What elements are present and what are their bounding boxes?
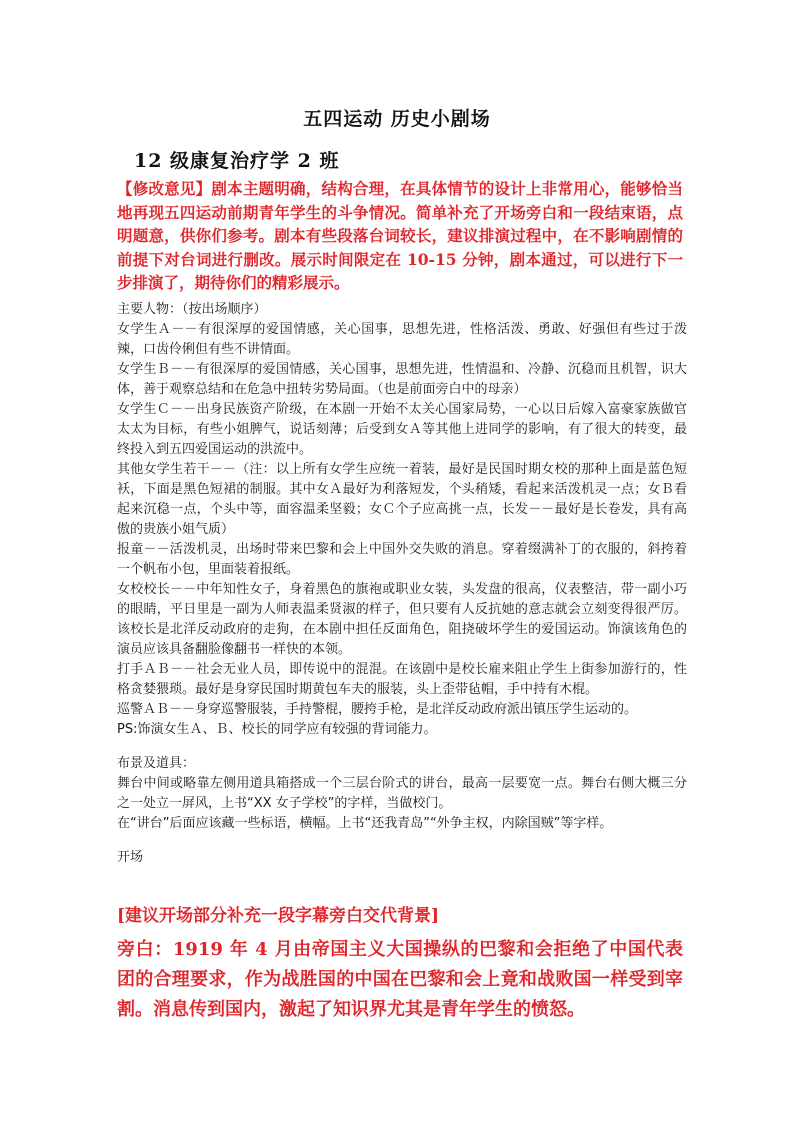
character-description: 巡警ＡＢ－－身穿巡警服装，手持警棍，腰挎手枪，是北洋反动政府派出镇压学生运动的。 [117,702,638,717]
character-description: 打手ＡＢ－－社会无业人员，即传说中的混混。在该剧中是校长雇来阻止学生上街参加游行的，性格贪婪猥琐。最好是身穿民国时期黄包车夫的服装，头上歪带毡帽，手中持有木棍。 [117,662,687,697]
character-description: 报童－－活泼机灵，出场时带来巴黎和会上中国外交失败的消息。穿着缀满补丁的衣服的，斜挎着一个帆布小包，里面装着报纸。 [117,542,687,577]
class-heading: 12 级康复治疗学 2 班 [134,150,340,172]
paragraph-gap [117,834,687,848]
setting-description: 在“讲台”后面应该藏一些标语，横幅。上书“还我青岛”“外争主权，内除国贼”等字样。 [117,816,613,831]
setting-heading: 布景及道具： [117,756,196,771]
character-note: PS:饰演女生Ａ、Ｂ、校长的同学应有较强的背词能力。 [117,722,437,737]
characters-heading: 主要人物：（按出场顺序） [117,302,267,317]
opening-heading: 开场 [117,850,144,865]
character-description: 女学生Ａ－－有很深厚的爱国情感，关心国事，思想先进，性格活泼、勇敢、好强但有些过于泼辣，口齿伶俐但有些不讲情面。 [117,322,687,357]
narration-text: 旁白：1919 年 4 月由帝国主义大国操纵的巴黎和会拒绝了中国代表团的合理要求，作为战胜国的中国在巴黎和会上竟和战败国一样受到宰割。消息传到国内，激起了知识界尤其是青年学生的愤怒。 [117,939,683,1020]
review-comment: 【修改意见】剧本主题明确，结构合理，在具体情节的设计上非常用心，能够恰当地再现五四运动前期青年学生的斗争情况。简单补充了开场旁白和一段结束语，点明题意，供你们参考。剧本有些段落台词较长，建议排演过程中，在不影响剧情的前提下对台词进行删改。展示时间限定在 10-15 分钟，剧本通过，可以进行下一步排演了，期待你们的精彩展示。 [117,179,683,292]
opening-suggestion: [建议开场部分补充一段字幕旁白交代背景] [117,906,440,926]
character-description: 女学生Ｂ－－有很深厚的爱国情感，关心国事，思想先进，性情温和、冷静、沉稳而且机智，识大体，善于观察总结和在危急中扭转劣势局面。（也是前面旁白中的母亲） [117,362,687,397]
character-description: 女学生Ｃ－－出身民族资产阶级，在本剧一开始不太关心国家局势，一心以日后嫁入富豪家族做官太太为目标，有些小姐脾气，说话刻薄；后受到女Ａ等其他上进同学的影响，有了很大的转变，最终投入到五四爱国运动的洪流中。 [117,402,687,457]
script-body [117,300,687,868]
paragraph-gap [117,740,687,754]
setting-description: 舞台中间或略靠左侧用道具箱搭成一个三层台阶式的讲台，最高一层要宽一点。舞台右侧大概三分之一处立一屏风，上书“XX 女子学校”的字样，当做校门。 [117,776,687,811]
character-description: 其他女学生若干－－（注：以上所有女学生应统一着装，最好是民国时期女校的那种上面是蓝色短袄，下面是黑色短裙的制服。其中女Ａ最好为利落短发，个头稍矮，看起来活泼机灵一点；女Ｂ看起来沉稳一点，个头中等，面容温柔坚毅；女Ｃ个子应高挑一点，长发－－最好是长卷发，具有高傲的贵族小姐气质） [117,462,687,537]
page-title: 五四运动 历史小剧场 [303,108,491,130]
character-description: 女校校长－－中年知性女子，身着黑色的旗袍或职业女装，头发盘的很高，仪表整洁，带一副小巧的眼睛，平日里是一副为人师表温柔贤淑的样子，但只要有人反抗她的意志就会立刻变得很严厉。该校长是北洋反动政府的走狗，在本剧中担任反面角色，阻挠破坏学生的爱国运动。饰演该角色的演员应该具备翻脸像翻书一样快的本领。 [117,582,687,657]
